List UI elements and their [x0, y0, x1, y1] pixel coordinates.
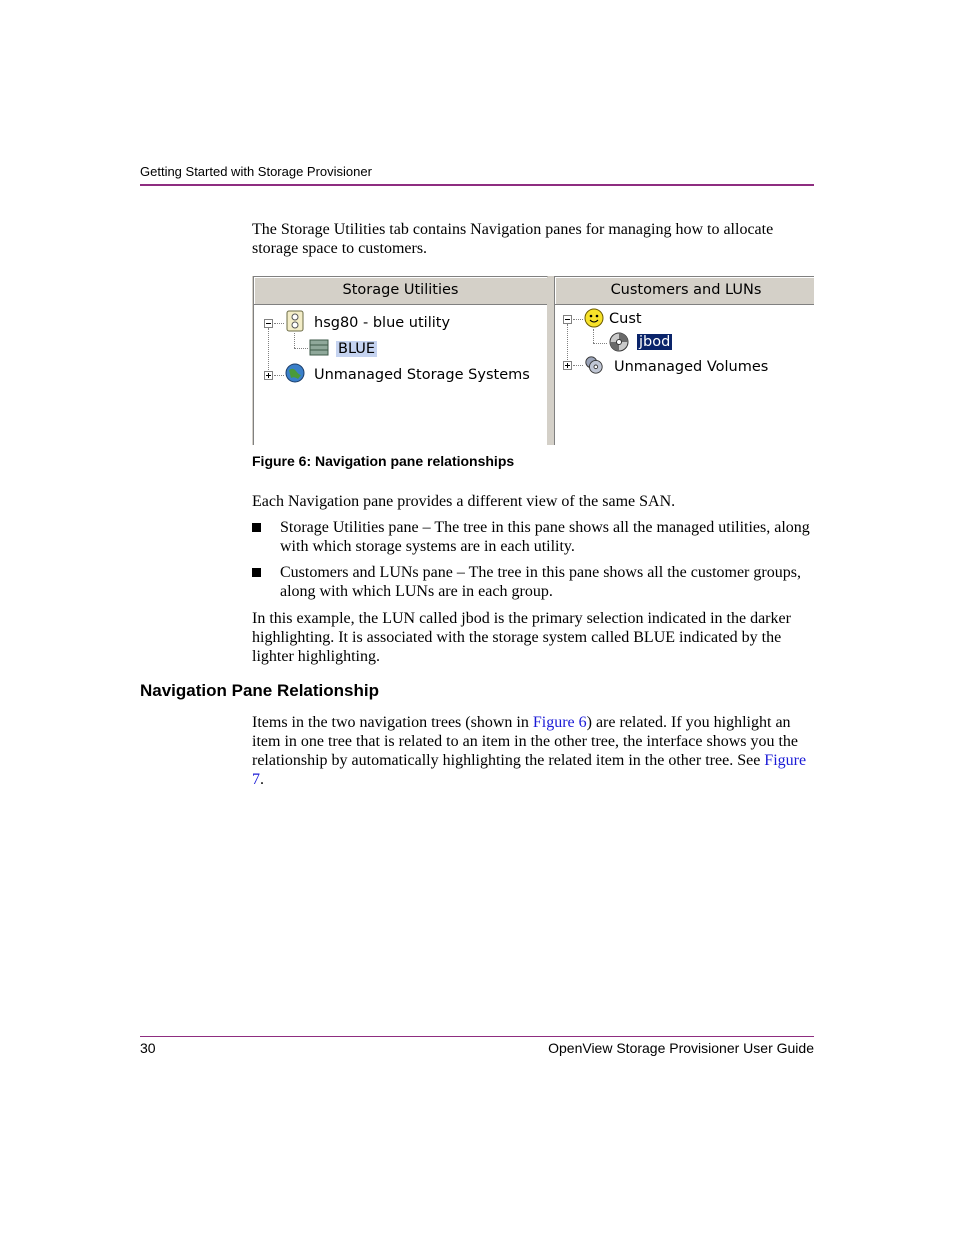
collapse-toggle[interactable]	[264, 319, 273, 328]
section-heading: Navigation Pane Relationship	[140, 681, 379, 700]
disc-icon	[609, 332, 629, 352]
figure-navigation-panes	[252, 276, 814, 445]
globe-icon	[285, 363, 305, 383]
tree-item-cust[interactable]	[609, 308, 642, 330]
tree-item-label: hsg80 - blue utility	[314, 315, 451, 331]
paragraph-text: ) are related. If you highlight an item in one tree that is related to an item in the other tree, the interface shows you the relationship by automatically highlighting the related item in the other tree. See	[252, 714, 799, 769]
paragraph-san-view: Each Navigation pane provides a different view of the same SAN.	[252, 493, 676, 510]
tree-connector	[573, 319, 583, 321]
paragraph-text: Items in the two navigation trees (shown in	[252, 714, 533, 731]
tree-item-label: Cust	[609, 311, 642, 327]
pane-header-customers-luns: Customers and LUNs	[555, 277, 814, 305]
tree-connector	[274, 375, 284, 377]
smiley-icon	[584, 308, 604, 328]
tree-item-label: Unmanaged Storage Systems	[314, 367, 530, 383]
collapse-toggle[interactable]	[563, 315, 572, 324]
tree-connector	[268, 328, 270, 374]
paragraph-example: In this example, the LUN called jbod is the primary selection indicated in the darker highlighting. It is associated with the storage system called BLUE indicated by the lighter highlighting.	[252, 610, 791, 665]
expand-toggle[interactable]	[264, 371, 273, 380]
list-item	[252, 518, 814, 556]
running-header: Getting Started with Storage Provisioner	[140, 164, 372, 179]
customers-luns-pane	[554, 276, 814, 445]
header-rule	[140, 184, 814, 186]
tree-connector	[573, 365, 583, 367]
outlet-icon	[285, 311, 305, 331]
bullet-list	[252, 518, 814, 608]
tree-connector	[294, 348, 308, 350]
tree-item-unmanaged-storage[interactable]	[314, 364, 530, 386]
storage-utilities-pane	[253, 276, 548, 445]
list-item-text: Storage Utilities pane – The tree in this pane shows all the managed utilities, along with which storage systems are in each utility.	[280, 519, 810, 555]
footer-rule	[140, 1036, 814, 1037]
list-item-text: Customers and LUNs pane – The tree in this pane shows all the customer groups, along with which LUNs are in each group.	[280, 564, 801, 600]
disc-stack-icon	[584, 355, 604, 375]
intro-paragraph: The Storage Utilities tab contains Navigation panes for managing how to allocate storage space to customers.	[252, 221, 774, 257]
tree-connector	[567, 324, 569, 366]
tree-connector	[593, 343, 607, 345]
tree-connector	[593, 329, 595, 343]
page-number: 30	[140, 1040, 156, 1056]
paragraph-text: .	[260, 771, 264, 788]
tree-item-label: jbod	[639, 334, 671, 350]
figure-6-link[interactable]: Figure 6	[532, 714, 587, 731]
bullet-square-icon	[252, 523, 261, 532]
tree-item-unmanaged-volumes[interactable]	[614, 356, 768, 378]
figure-7-link[interactable]: Figure 7	[252, 752, 807, 788]
tree-item-hsg80[interactable]	[314, 312, 450, 334]
pane-header-storage-utilities: Storage Utilities	[254, 277, 547, 305]
list-item	[252, 563, 814, 601]
tree-item-label: BLUE	[338, 341, 376, 357]
tree-item-label: Unmanaged Volumes	[614, 359, 769, 375]
tree-connector	[294, 333, 296, 348]
bullet-square-icon	[252, 568, 261, 577]
tree-item-blue[interactable]	[336, 338, 377, 360]
expand-toggle[interactable]	[563, 361, 572, 370]
tree-item-jbod[interactable]	[637, 331, 672, 353]
tree-connector	[274, 323, 284, 325]
storage-array-icon	[309, 338, 329, 358]
paragraph-relationship	[252, 713, 814, 789]
footer-title: OpenView Storage Provisioner User Guide	[548, 1040, 814, 1056]
figure-caption: Figure 6: Navigation pane relationships	[252, 453, 515, 469]
